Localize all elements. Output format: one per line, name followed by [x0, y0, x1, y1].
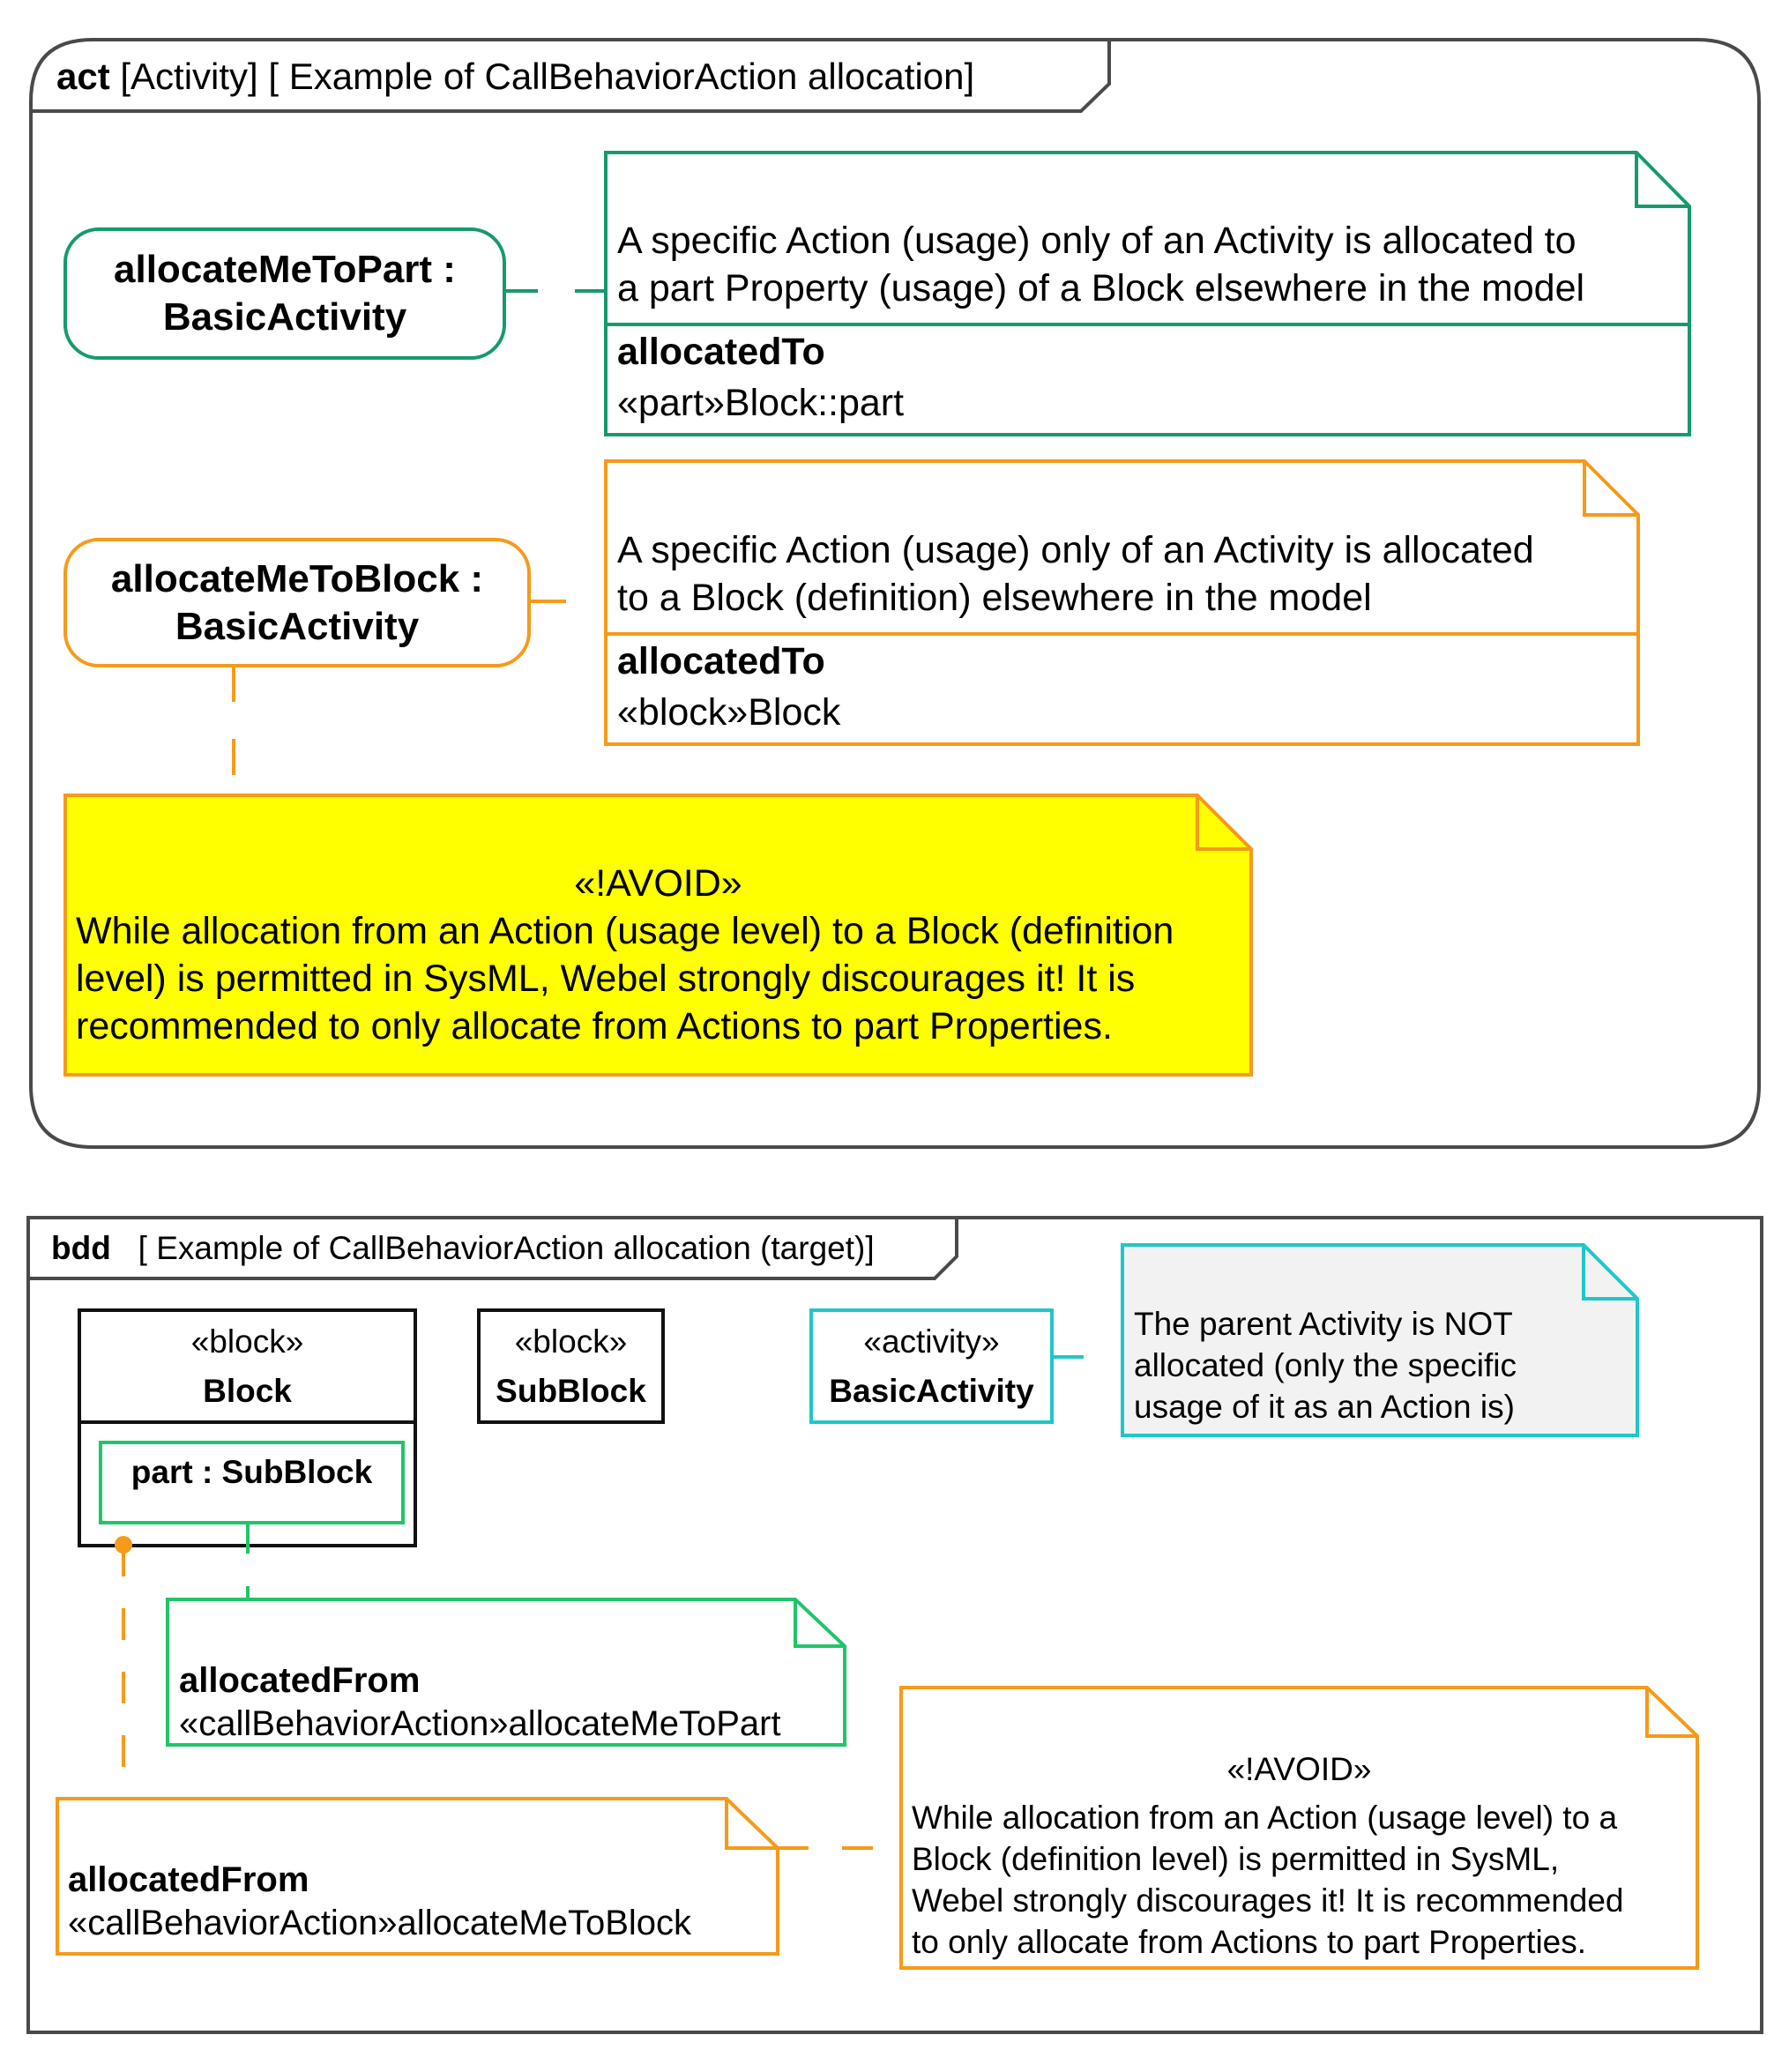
part-label: part : SubBlock [130, 1454, 373, 1490]
note-part-compartment [617, 326, 904, 429]
block-name: Block [203, 1372, 292, 1409]
bdd-frame-kind: bdd [51, 1230, 111, 1266]
note-part-description [617, 217, 1584, 312]
avoid-note-line-3: recommended to only allocate from Actions to part Properties. [76, 1005, 1113, 1047]
activity-stereotype: «activity» [863, 1323, 1000, 1360]
note-part-line-2: a part Property (usage) of a Block elsewhere in the model [617, 267, 1585, 309]
act-frame-qualifier: [Activity] [120, 56, 258, 97]
bdd-frame-name: [ Example of CallBehaviorAction allocation (target)] [138, 1230, 875, 1266]
block-header[interactable] [79, 1310, 415, 1422]
action-node-allocate-me-to-part[interactable] [65, 229, 504, 358]
allocated-from-part-note [179, 1659, 781, 1746]
action-part-type: BasicActivity [162, 295, 407, 339]
note-block-compartment [617, 636, 840, 738]
bdd-avoid-note-line-2: Block (definition level) is permitted in SysML, [912, 1841, 1560, 1877]
act-frame-name: [ Example of CallBehaviorAction allocation] [268, 56, 975, 97]
activity-name: BasicActivity [829, 1372, 1034, 1409]
action-part-name: allocateMeToPart : [114, 248, 456, 291]
allocated-from-block-title: allocatedFrom [68, 1860, 309, 1899]
subblock-stereotype: «block» [514, 1323, 628, 1360]
connector-end-dot [115, 1536, 132, 1554]
note-block-line-1: A specific Action (usage) only of an Activity is allocated [617, 529, 1534, 571]
note-block-description [617, 526, 1534, 622]
note-block-compartment-title: allocatedTo [617, 640, 825, 682]
note-block-compartment-value: «block»Block [617, 691, 841, 734]
part-property[interactable] [101, 1446, 403, 1499]
allocated-from-block-value: «callBehaviorAction»allocateMeToBlock [68, 1904, 692, 1942]
action-block-type: BasicActivity [175, 604, 420, 648]
bdd-avoid-note-line-3: Webel strongly discourages it! It is recommended [912, 1882, 1624, 1919]
activity-note-line-3: usage of it as an Action is) [1134, 1389, 1515, 1425]
allocated-from-part-title: allocatedFrom [179, 1661, 421, 1700]
note-part-line-1: A specific Action (usage) only of an Activity is allocated to [617, 220, 1577, 262]
bdd-avoid-note-body [912, 1797, 1624, 1963]
note-block-line-2: to a Block (definition) elsewhere in the model [617, 577, 1372, 619]
allocated-from-part-value: «callBehaviorAction»allocateMeToPart [179, 1704, 781, 1743]
action-node-allocate-me-to-block[interactable] [65, 540, 529, 666]
bdd-frame-title [51, 1232, 875, 1264]
act-frame-title [56, 58, 974, 95]
bdd-avoid-note-line-1: While allocation from an Action (usage level) to a [912, 1800, 1618, 1836]
bdd-avoid-note-stereotype: «!AVOID» [1226, 1751, 1372, 1787]
action-block-name: allocateMeToBlock : [110, 556, 484, 600]
basic-activity[interactable] [811, 1310, 1052, 1422]
avoid-note-stereotype: «!AVOID» [574, 862, 742, 905]
allocated-from-block-note [68, 1859, 691, 1945]
activity-note-text [1134, 1303, 1517, 1427]
note-part-compartment-value: «part»Block::part [617, 382, 905, 424]
subblock-name: SubBlock [496, 1372, 646, 1409]
bdd-avoid-note-line-4: to only allocate from Actions to part Properties. [912, 1924, 1587, 1960]
act-frame-kind: act [56, 56, 110, 97]
note-part-compartment-title: allocatedTo [617, 331, 825, 373]
avoid-note-line-1: While allocation from an Action (usage level) to a Block (definition [76, 910, 1174, 952]
avoid-note-line-2: level) is permitted in SysML, Webel strongly discourages it! It is [76, 958, 1136, 1000]
subblock[interactable] [479, 1310, 663, 1422]
avoid-note-body [76, 907, 1174, 1050]
activity-note-line-1: The parent Activity is NOT [1134, 1306, 1513, 1342]
activity-note-line-2: allocated (only the specific [1134, 1347, 1517, 1383]
block-stereotype: «block» [190, 1323, 304, 1360]
